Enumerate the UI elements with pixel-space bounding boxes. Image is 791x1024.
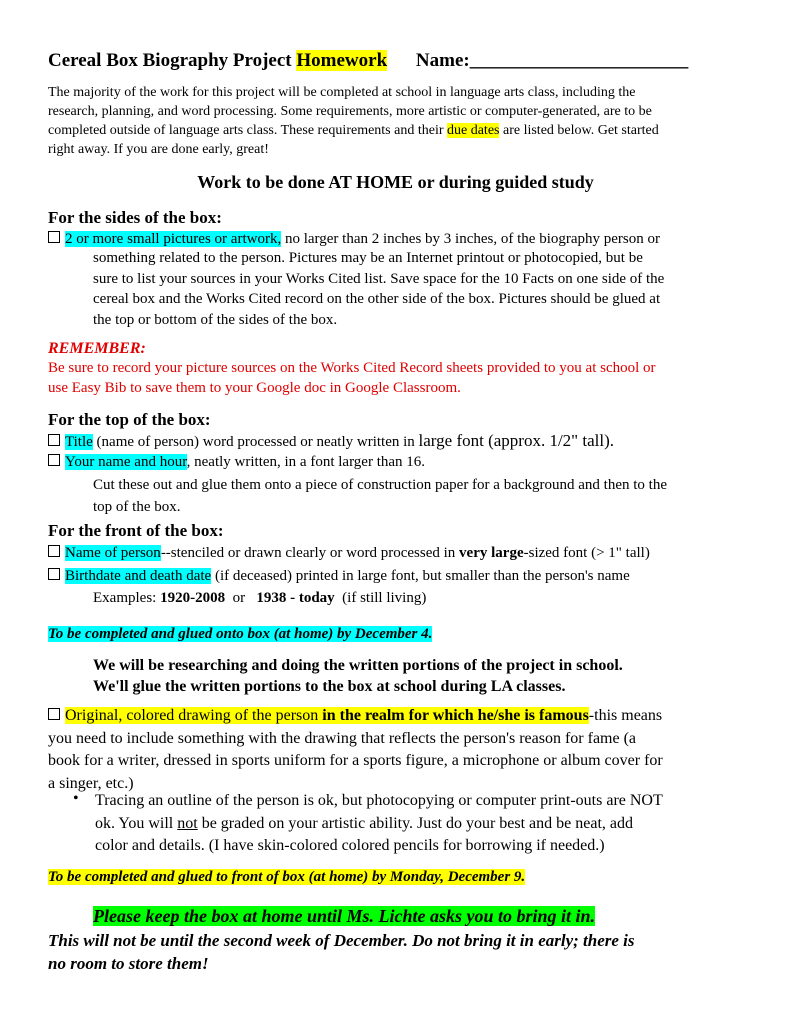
name-field-label: Name:_______________________ xyxy=(415,50,689,71)
sides-highlight: 2 or more small pictures or artwork, xyxy=(65,231,282,247)
deadline-dec9: To be completed and glued to front of box (at home) by Monday, December 9. xyxy=(48,869,526,885)
drawing-bullet xyxy=(95,790,663,858)
remember-text xyxy=(48,358,656,398)
dates-highlight: Birthdate and death date xyxy=(65,568,212,584)
front-heading: For the front of the box: xyxy=(48,521,224,540)
sides-line: cereal box and the Works Cited record on the other side of the box. Pictures should be glued at xyxy=(93,291,661,307)
drawing-line: Original, colored drawing of the person in the realm for which he/she is famous-this means xyxy=(48,705,663,728)
bullet-line: color and details. (I have skin-colored colored pencils for borrowing if needed.) xyxy=(95,837,605,854)
checkbox-icon xyxy=(48,454,60,466)
intro-paragraph xyxy=(48,83,659,159)
deadline-dec4: To be completed and glued onto box (at home) by December 4. xyxy=(48,626,433,642)
remember-line: Be sure to record your picture sources on the Works Cited Record sheets provided to you at school or xyxy=(48,360,656,376)
name-of-person-highlight: Name of person xyxy=(65,545,161,561)
final-note xyxy=(48,929,635,975)
page-title xyxy=(48,48,688,74)
school-note-line: We will be researching and doing the written portions of the project in school. xyxy=(93,657,623,674)
drawing-line: book for a writer, dressed in sports uniform for a sports figure, a microphone or album cover for xyxy=(48,752,663,769)
checkbox-icon xyxy=(48,231,60,243)
main-heading: Work to be done AT HOME or during guided study xyxy=(197,172,594,192)
drawing-line: a singer, etc.) xyxy=(48,774,134,792)
due-dates-highlight: due dates xyxy=(447,123,500,138)
sides-line: something related to the person. Pictures may be an Internet printout or photocopied, but be xyxy=(93,250,643,266)
sides-heading: For the sides of the box: xyxy=(48,208,222,227)
bullet-line: Tracing an outline of the person is ok, but photocopying or computer print-outs are NOT xyxy=(95,792,663,809)
top-note xyxy=(93,474,667,518)
top-heading: For the top of the box: xyxy=(48,410,211,429)
remember-line: use Easy Bib to save them to your Google doc in Google Classroom. xyxy=(48,380,461,396)
intro-line: The majority of the work for this project will be completed at school in language arts class, including the xyxy=(48,85,636,100)
sides-line: sure to list your sources in your Works Cited list. Save space for the 10 Facts on one side of the xyxy=(93,270,665,287)
top-item-title: Title (name of person) word processed or neatly written in large font (approx. 1/2" tall). xyxy=(48,431,614,452)
school-note-line: We'll glue the written portions to the box at school during LA classes. xyxy=(93,678,566,695)
large-font-text: large font (approx. 1/2" tall). xyxy=(418,431,614,450)
checkbox-icon xyxy=(48,434,60,446)
sides-line: the top or bottom of the sides of the box. xyxy=(93,311,338,328)
bullet-line: ok. You will not be graded on your artistic ability. Just do your best and be neat, add xyxy=(95,814,633,832)
title-highlight: Homework xyxy=(296,50,388,71)
intro-line: research, planning, and word processing. Some requirements, more artistic or computer-generated, are to be xyxy=(48,104,652,119)
sides-item: 2 or more small pictures or artwork, no larger than 2 inches by 3 inches, of the biography person or xyxy=(48,229,660,249)
checkbox-icon xyxy=(48,708,60,720)
final-line: no room to store them! xyxy=(48,954,209,973)
drawing-line: you need to include something with the drawing that reflects the person's reason for fame (a xyxy=(48,729,637,747)
checkbox-icon xyxy=(48,568,60,580)
school-note xyxy=(93,655,623,697)
examples-line: Examples: 1920-2008 or 1938 - today (if still living) xyxy=(93,590,427,606)
intro-line: completed outside of language arts class. These requirements and their due dates are listed below. Get started xyxy=(48,123,659,138)
title-highlight: Title xyxy=(65,434,93,450)
intro-line: right away. If you are done early, great! xyxy=(48,142,269,157)
remember-heading: REMEMBER: xyxy=(48,340,146,357)
bullet-dot-icon: • xyxy=(73,790,79,807)
sides-details xyxy=(93,248,664,330)
name-hour-highlight: Your name and hour xyxy=(65,454,187,470)
final-line: This will not be until the second week of December. Do not bring it in early; there is xyxy=(48,931,635,950)
final-highlight: Please keep the box at home until Ms. Lichte asks you to bring it in. xyxy=(93,906,596,926)
front-item-dates: Birthdate and death date (if deceased) printed in large font, but smaller than the person's name xyxy=(48,566,630,586)
top-note-line: top of the box. xyxy=(93,499,181,515)
drawing-item xyxy=(48,705,663,795)
top-note-line: Cut these out and glue them onto a piece of construction paper for a background and then to the xyxy=(93,477,667,493)
front-item-name: Name of person--stenciled or drawn clearly or word processed in very large-sized font (> 1" tall) xyxy=(48,543,650,563)
top-item-name: Your name and hour, neatly written, in a font larger than 16. xyxy=(48,452,425,472)
title-text: Cereal Box Biography Project xyxy=(48,50,297,71)
checkbox-icon xyxy=(48,545,60,557)
